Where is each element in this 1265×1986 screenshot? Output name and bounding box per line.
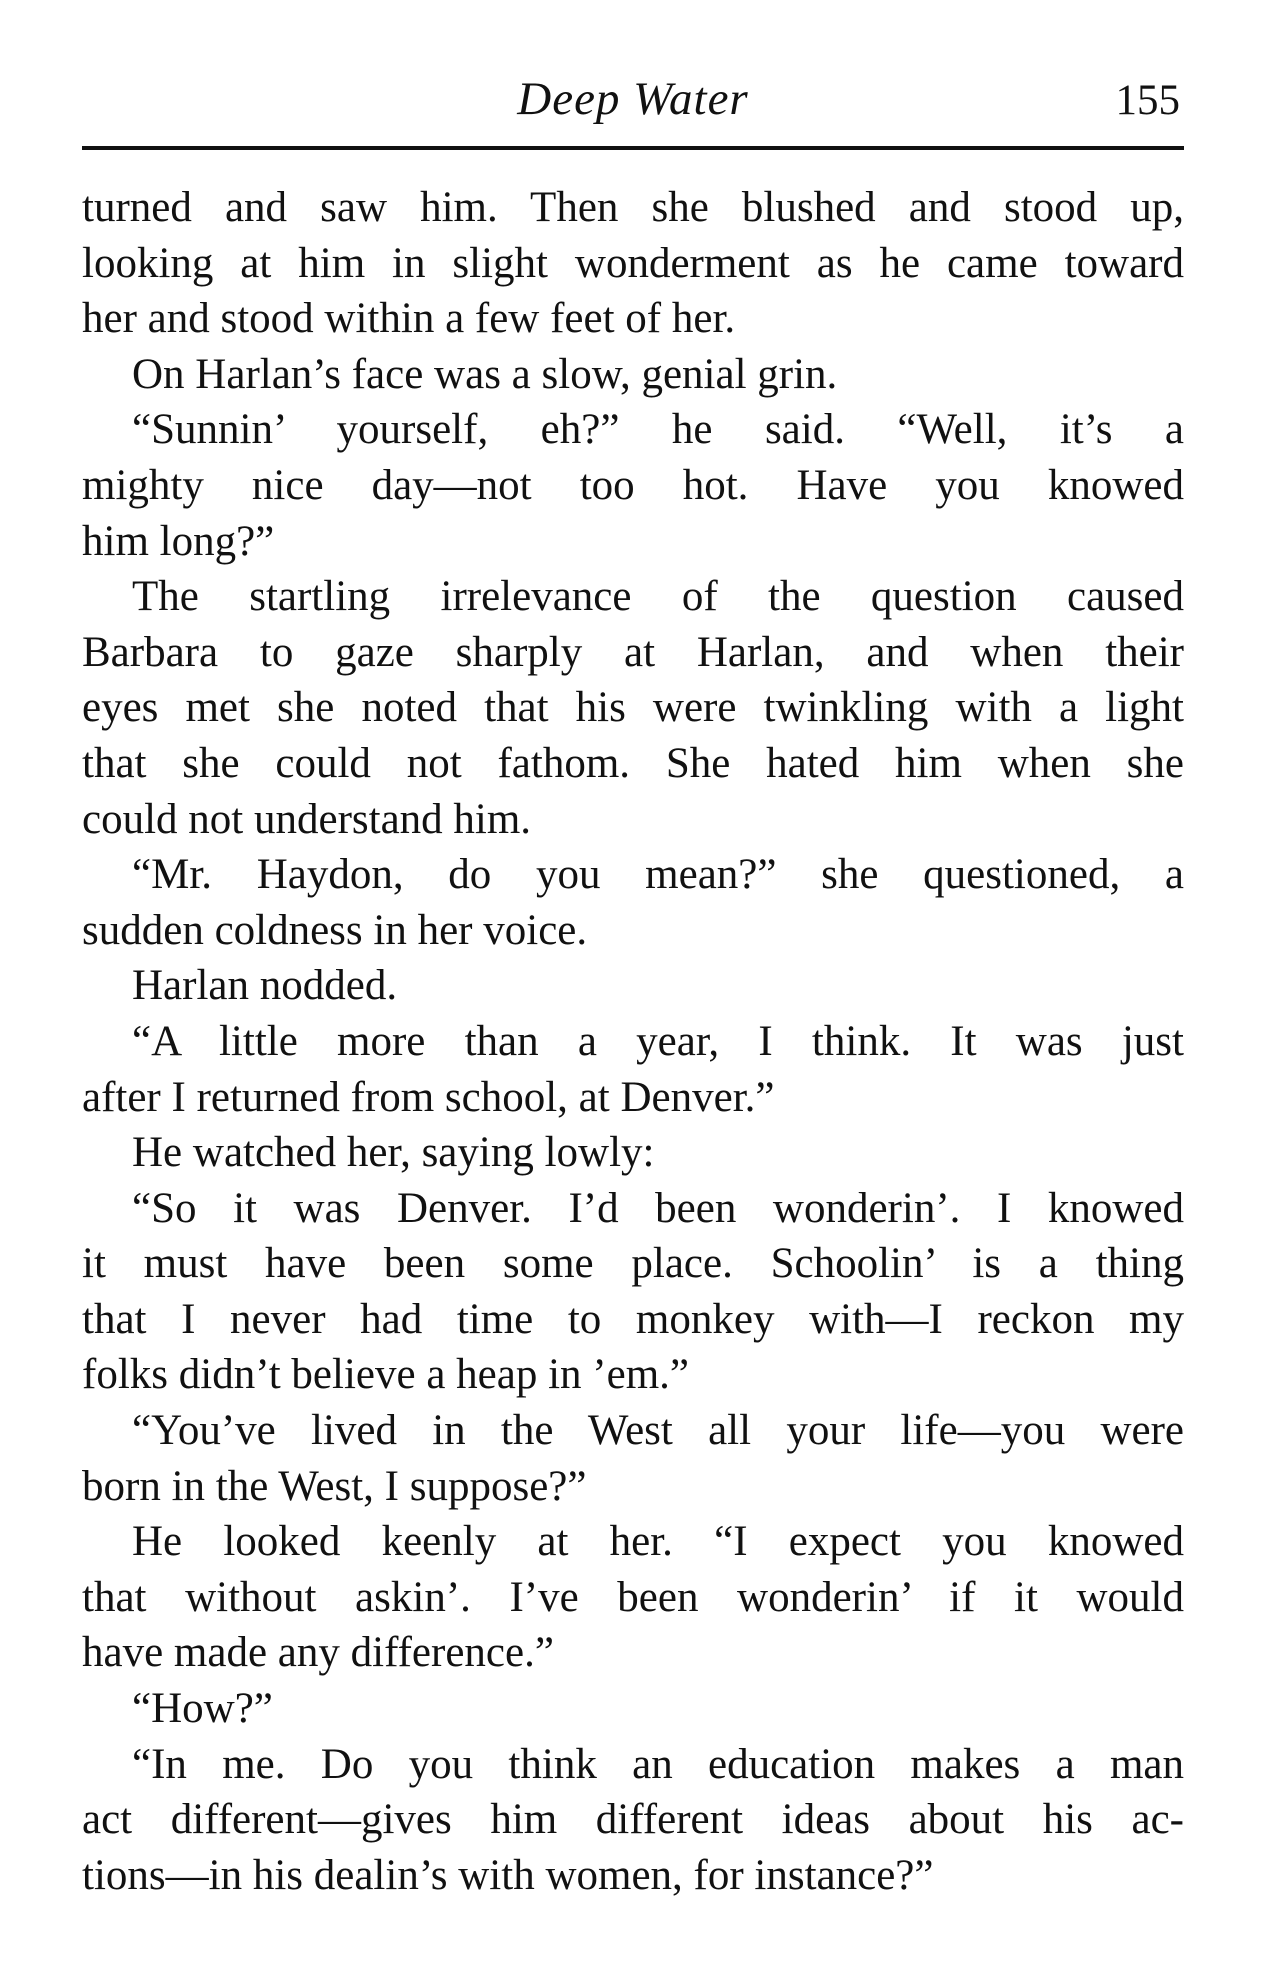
body-text bbox=[82, 180, 1184, 1903]
text-line: The startling irrelevance of the question caused bbox=[132, 573, 1184, 621]
text-line: have made any difference.” bbox=[82, 1629, 554, 1677]
header-rule bbox=[82, 146, 1184, 150]
running-header bbox=[82, 70, 1184, 138]
text-line: He watched her, saying lowly: bbox=[132, 1129, 655, 1177]
text-line: mighty nice day—not too hot. Have you knowed bbox=[82, 461, 1184, 509]
running-title: Deep Water bbox=[517, 73, 749, 125]
text-line: after I returned from school, at Denver.” bbox=[82, 1073, 775, 1121]
book-page bbox=[82, 70, 1184, 1903]
text-line: “How?” bbox=[132, 1685, 273, 1733]
text-line: sudden coldness in her voice. bbox=[82, 906, 588, 954]
text-line: that she could not fathom. She hated him when she bbox=[82, 739, 1184, 787]
text-line: her and stood within a few feet of her. bbox=[82, 295, 736, 343]
text-line: “So it was Denver. I’d been wonderin’. I knowed bbox=[132, 1184, 1184, 1232]
text-line: him long?” bbox=[82, 517, 275, 565]
text-line: it must have been some place. Schoolin’ is a thing bbox=[82, 1240, 1184, 1288]
text-line: “In me. Do you think an education makes a man bbox=[132, 1740, 1184, 1788]
text-line: eyes met she noted that his were twinkling with a light bbox=[82, 684, 1184, 732]
text-line: act different—gives him different ideas about his ac- bbox=[82, 1796, 1184, 1844]
text-line: “Sunnin’ yourself, eh?” he said. “Well, it’s a bbox=[132, 406, 1184, 454]
text-line: Barbara to gaze sharply at Harlan, and when their bbox=[82, 628, 1184, 676]
text-line: turned and saw him. Then she blushed and stood up, bbox=[82, 184, 1184, 231]
text-line: folks didn’t believe a heap in ’em.” bbox=[82, 1351, 689, 1399]
text-line: that without askin’. I’ve been wonderin’ if it would bbox=[82, 1573, 1184, 1621]
text-line: tions—in his dealin’s with women, for instance?” bbox=[82, 1851, 934, 1899]
text-line: He looked keenly at her. “I expect you knowed bbox=[132, 1518, 1184, 1566]
text-line: “You’ve lived in the West all your life—you were bbox=[132, 1407, 1184, 1455]
text-line: “Mr. Haydon, do you mean?” she questioned, a bbox=[132, 851, 1184, 899]
text-line: could not understand him. bbox=[82, 795, 532, 843]
text-line: looking at him in slight wonderment as he came toward bbox=[82, 239, 1184, 287]
text-line: born in the West, I suppose?” bbox=[82, 1462, 587, 1510]
text-line: that I never had time to monkey with—I reckon my bbox=[82, 1295, 1184, 1343]
text-line: “A little more than a year, I think. It was just bbox=[132, 1017, 1184, 1065]
text-line: On Harlan’s face was a slow, genial grin. bbox=[132, 350, 838, 398]
page-number: 155 bbox=[1115, 77, 1180, 124]
text-line: Harlan nodded. bbox=[132, 962, 398, 1010]
